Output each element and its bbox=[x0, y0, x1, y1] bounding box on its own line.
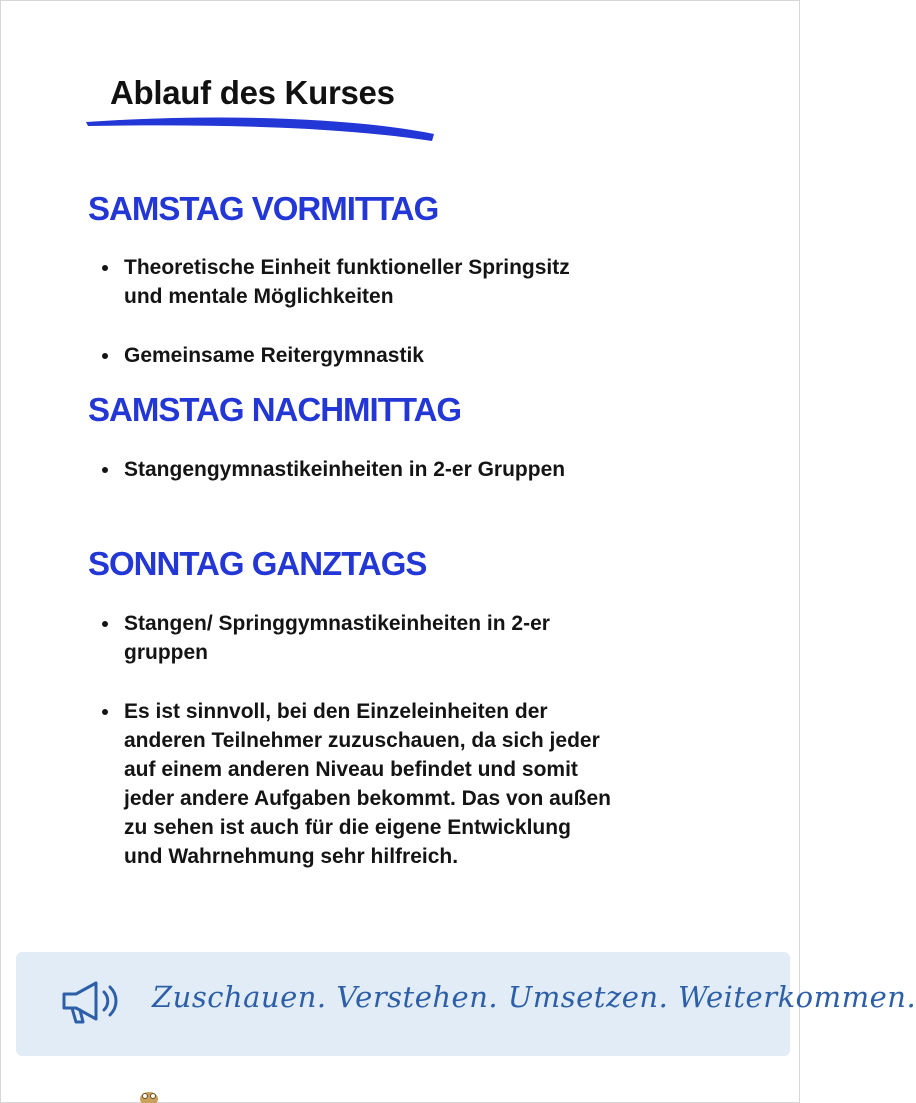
list-item-text: Stangen/ Springgymnastikeinheiten in 2-er gruppen bbox=[124, 612, 550, 664]
list-item-text: Theoretische Einheit funktioneller Springsitz und mentale Möglichkeiten bbox=[124, 256, 570, 308]
bullet-list-sonntag-ganztags bbox=[100, 609, 615, 871]
title-underline bbox=[84, 114, 439, 144]
bullet-dot bbox=[102, 265, 108, 271]
bullet-dot bbox=[102, 709, 108, 715]
bullet-dot bbox=[102, 621, 108, 627]
megaphone-icon bbox=[58, 978, 124, 1028]
list-item-text: Es ist sinnvoll, bei den Einzeleinheiten der anderen Teilnehmer zuzuschauen, da sich jeder auf einem anderen Niveau befindet und somit jeder andere Aufgaben bekommt. Das von außen zu sehen ist auch für die eigene Entwicklung und Wahrnehmung sehr hilfreich. bbox=[124, 700, 611, 868]
bullet-list-samstag-nachmittag bbox=[100, 455, 570, 484]
list-item-text: Gemeinsame Reitergymnastik bbox=[124, 344, 424, 367]
list-item bbox=[100, 253, 600, 311]
owl-icon bbox=[138, 1088, 160, 1103]
bullet-dot bbox=[102, 353, 108, 359]
list-item bbox=[100, 697, 615, 871]
list-item bbox=[100, 609, 615, 667]
section-heading-samstag-vormittag: SAMSTAG VORMITTAG bbox=[88, 190, 439, 227]
list-item bbox=[100, 455, 570, 484]
section-heading-sonntag-ganztags: SONNTAG GANZTAGS bbox=[88, 545, 427, 582]
banner-motto-text: Zuschauen. Verstehen. Umsetzen. Weiterkommen. bbox=[152, 980, 916, 1014]
motto-banner bbox=[16, 952, 916, 1056]
page-title: Ablauf des Kurses bbox=[110, 74, 395, 111]
bullet-list-samstag-vormittag bbox=[100, 253, 600, 370]
bullet-dot bbox=[102, 467, 108, 473]
list-item-text: Stangengymnastikeinheiten in 2-er Gruppen bbox=[124, 458, 566, 481]
list-item bbox=[100, 341, 600, 370]
section-heading-samstag-nachmittag: SAMSTAG NACHMITTAG bbox=[88, 391, 462, 428]
